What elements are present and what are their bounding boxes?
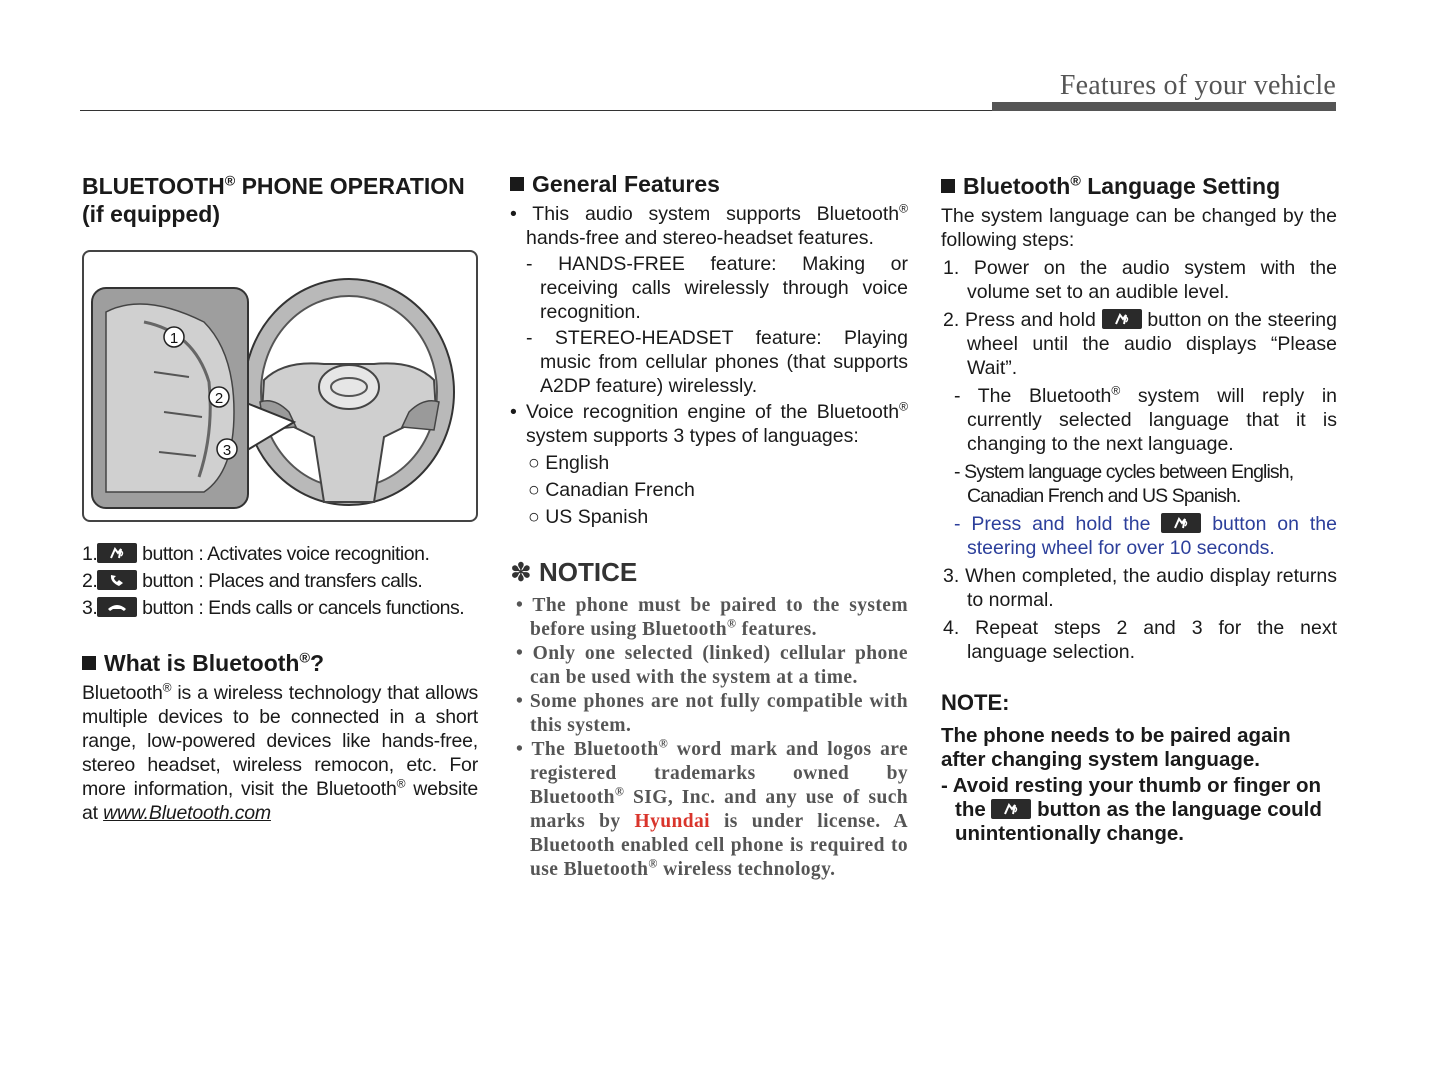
button-legend	[82, 542, 478, 620]
svg-text:3: 3	[222, 442, 232, 459]
header-accent-bar	[992, 102, 1336, 111]
voice-recognition-icon	[1102, 309, 1142, 329]
feature-bullet: • Voice recognition engine of the Bluetooth® system supports 3 types of languages:	[510, 399, 908, 447]
steering-wheel-illustration	[84, 252, 476, 520]
note-dash-item: - Avoid resting your thumb or finger on the button as the language could unintentionally change.	[941, 774, 1322, 845]
page-header-title: Features of your vehicle	[1059, 70, 1336, 101]
step-item: 2. Press and hold button on the steering wheel until the audio displays “Please Wait”.	[943, 309, 1337, 379]
notice-heading: ✽ NOTICE	[510, 557, 638, 587]
what-is-bluetooth-heading: What is Bluetooth®?	[82, 649, 478, 677]
language-item: ○ Canadian French	[528, 479, 695, 501]
callout-2	[209, 387, 229, 407]
general-features-heading: General Features	[510, 170, 908, 198]
feature-dash: - STEREO-HEADSET feature: Playing music from cellular phones (that supports A2DP feature) wirelessly.	[526, 327, 908, 397]
language-intro: The system language can be changed by the following steps:	[941, 205, 1337, 251]
what-is-bluetooth-paragraph: Bluetooth® is a wireless technology that allows multiple devices to be connected in a short range, low-powered devices like hands-free, stereo headset, wireless remocon, etc. For more information, visit the Bluetooth® website at www.Bluetooth.com	[82, 680, 479, 824]
note-heading: NOTE:	[941, 690, 1010, 715]
voice-recognition-icon	[97, 543, 137, 563]
step-item: 3. When completed, the audio display returns to normal.	[943, 565, 1337, 611]
svg-text:2: 2	[214, 390, 224, 407]
column-middle	[510, 172, 908, 882]
brand-name: Hyundai	[634, 811, 710, 832]
feature-dash: - HANDS-FREE feature: Making or receiving calls wirelessly through voice recognition.	[526, 253, 908, 323]
steering-wheel-icon	[244, 279, 454, 505]
svg-text:1: 1	[169, 330, 179, 347]
callout-1	[164, 327, 184, 347]
callout-3	[217, 439, 237, 459]
step-subitem-highlight: - Press and hold the button on the steering wheel for over 10 seconds.	[954, 513, 1337, 559]
bluetooth-website-link[interactable]: www.Bluetooth.com	[103, 802, 271, 824]
legend-item: 1. button : Activates voice recognition.	[82, 543, 430, 565]
legend-item: 3. button : Ends calls or cancels functions.	[82, 597, 465, 619]
language-item: ○ English	[528, 452, 610, 474]
notice-item: • The Bluetooth® word mark and logos are registered trademarks owned by Bluetooth® SIG, Inc. and any use of such marks by Hyundai is under license. A Bluetooth enabled cell phone is required to use Bluetooth® wireless technology.	[516, 736, 909, 880]
language-setting-heading: Bluetooth® Language Setting	[941, 172, 1337, 200]
page-title: BLUETOOTH® PHONE OPERATION (if equipped)	[82, 173, 465, 227]
note-body: The phone needs to be paired again after changing system language.	[941, 724, 1291, 771]
step-subitem: - The Bluetooth® system will reply in currently selected language that it is changing to the next language.	[954, 383, 1338, 455]
voice-recognition-icon	[1161, 513, 1201, 533]
feature-bullet: • This audio system supports Bluetooth® hands-free and stereo-headset features.	[510, 201, 908, 249]
column-left	[82, 172, 478, 825]
notice-item: • Only one selected (linked) cellular phone can be used with the system at a time.	[516, 643, 908, 688]
notice-item: • Some phones are not fully compatible with this system.	[516, 691, 908, 736]
column-right	[941, 172, 1337, 846]
step-subitem: - System language cycles between English, Canadian French and US Spanish.	[954, 461, 1294, 507]
phone-call-icon	[97, 570, 137, 590]
notice-item: • The phone must be paired to the system before using Bluetooth® features.	[516, 595, 908, 640]
language-item: ○ US Spanish	[528, 506, 649, 528]
step-item: 4. Repeat steps 2 and 3 for the next language selection.	[943, 617, 1337, 663]
steering-wheel-figure	[82, 250, 478, 522]
legend-item: 2. button : Places and transfers calls.	[82, 570, 423, 592]
voice-recognition-icon	[991, 799, 1031, 819]
step-item: 1. Power on the audio system with the volume set to an audible level.	[943, 257, 1337, 303]
phone-end-icon	[97, 597, 137, 617]
